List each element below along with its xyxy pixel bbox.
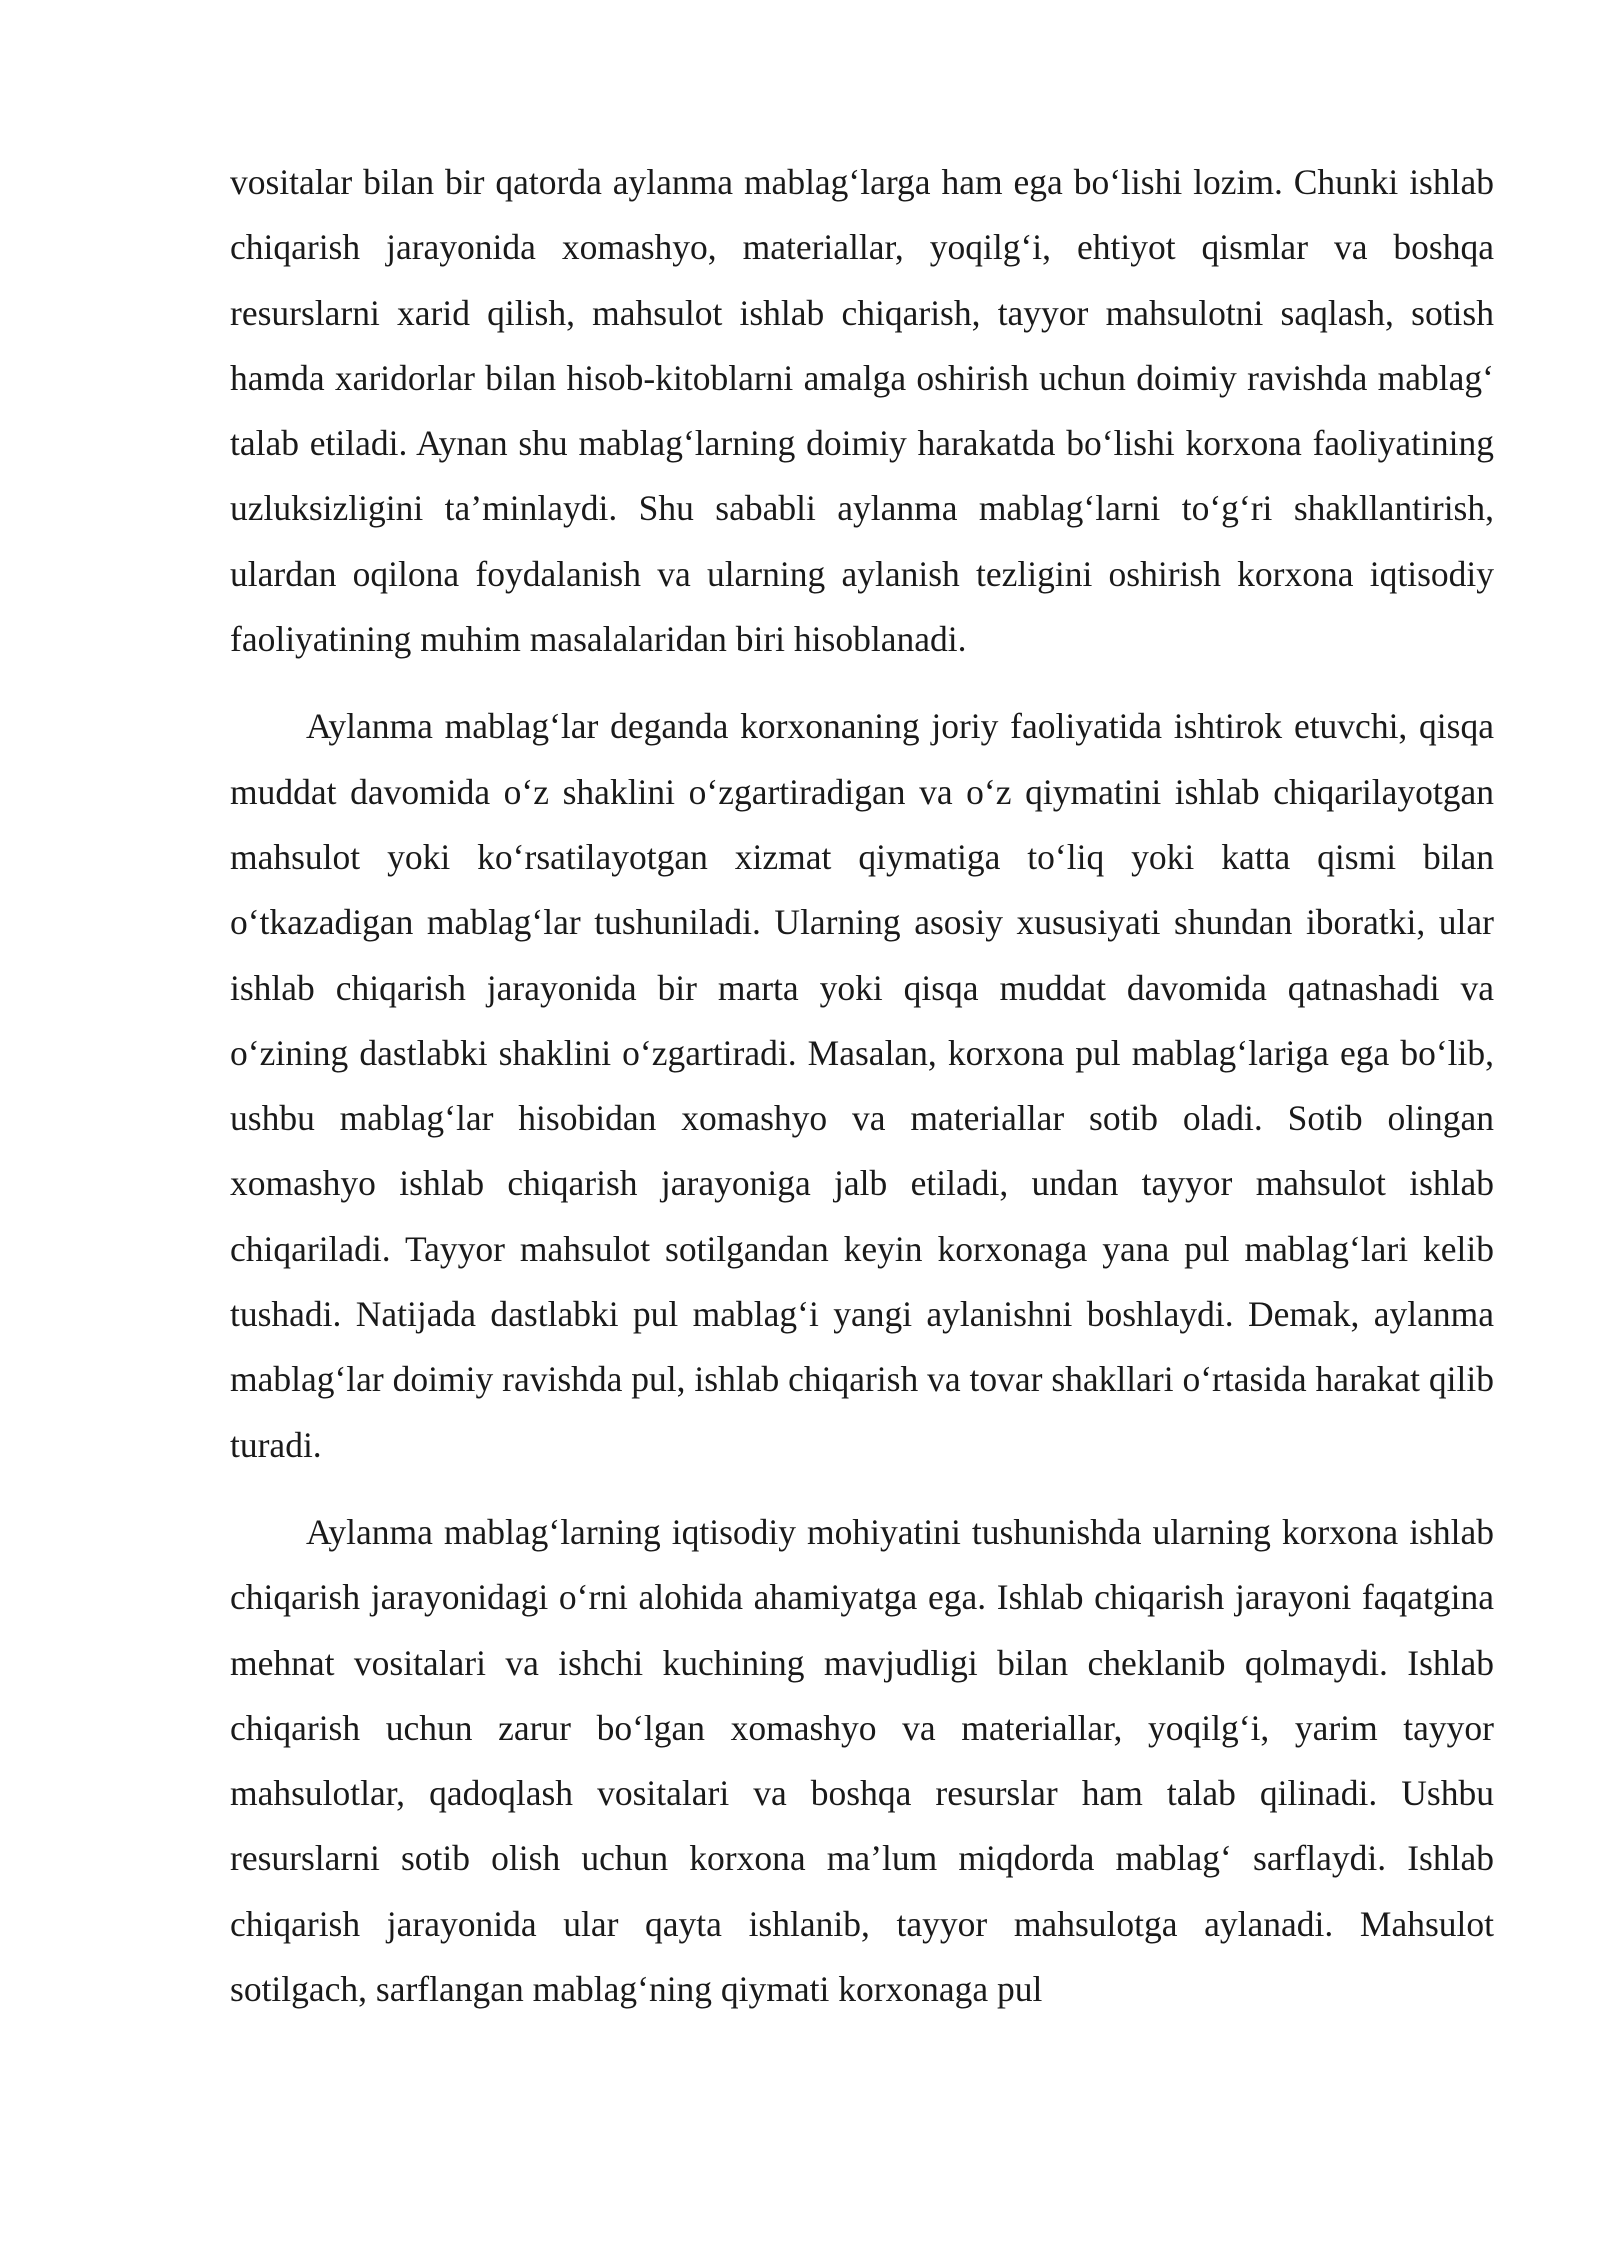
paragraph-aylanma-definition: Aylanma mablag‘lar deganda korxonaning joriy faoliyatida ishtirok etuvchi, qisqa muddat davomida o‘z shaklini o‘zgartiradigan va o‘z qiymatini ishlab chiqarilayotgan mahsulot yoki ko‘rsatilayotgan xizmat qiymatiga to‘liq yoki katta qismi bilan o‘tkazadigan mablag‘lar tushuniladi. Ularning asosiy xususiyati shundan iboratki, ular ishlab chiqarish jarayonida bir marta yoki qisqa muddat davomida qatnashadi va o‘zining dastlabki shaklini o‘zgartiradi. Masalan, korxona pul mablag‘lariga ega bo‘lib, ushbu mablag‘lar hisobidan xomashyo va materiallar sotib oladi. Sotib olingan xomashyo ishlab chiqarish jarayoniga jalb etiladi, undan tayyor mahsulot ishlab chiqariladi. Tayyor mahsulot sotilgandan keyin korxonaga yana pul mablag‘lari kelib tushadi. Natijada dastlabki pul mablag‘i yangi aylanishni boshlaydi. Demak, aylanma mablag‘lar doimiy ravishda pul, ishlab chiqarish va tovar shakllari o‘rtasida harakat qilib turadi. bbox=[230, 706, 1494, 1465]
document-body bbox=[230, 150, 1494, 2022]
paragraph-continued: vositalar bilan bir qatorda aylanma mablag‘larga ham ega bo‘lishi lozim. Chunki ishlab chiqarish jarayonida xomashyo, materiallar, yoqilg‘i, ehtiyot qismlar va boshqa resurslarni xarid qilish, mahsulot ishlab chiqarish, tayyor mahsulotni saqlash, sotish hamda xaridorlar bilan hisob-kitoblarni amalga oshirish uchun doimiy ravishda mablag‘ talab etiladi. Aynan shu mablag‘larning doimiy harakatda bo‘lishi korxona faoliyatining uzluksizligini ta’minlaydi. Shu sababli aylanma mablag‘larni to‘g‘ri shakllantirish, ulardan oqilona foydalanish va ularning aylanish tezligini oshirish korxona iqtisodiy faoliyatining muhim masalalaridan biri hisoblanadi. bbox=[230, 162, 1494, 660]
paragraph-economic-essence: Aylanma mablag‘larning iqtisodiy mohiyatini tushunishda ularning korxona ishlab chiqarish jarayonidagi o‘rni alohida ahamiyatga ega. Ishlab chiqarish jarayoni faqatgina mehnat vositalari va ishchi kuchining mavjudligi bilan cheklanib qolmaydi. Ishlab chiqarish uchun zarur bo‘lgan xomashyo va materiallar, yoqilg‘i, yarim tayyor mahsulotlar, qadoqlash vositalari va boshqa resurslar ham talab qilinadi. Ushbu resurslarni sotib olish uchun korxona ma’lum miqdorda mablag‘ sarflaydi. Ishlab chiqarish jarayonida ular qayta ishlanib, tayyor mahsulotga aylanadi. Mahsulot sotilgach, sarflangan mablag‘ning qiymati korxonaga pul bbox=[230, 1511, 1494, 2010]
